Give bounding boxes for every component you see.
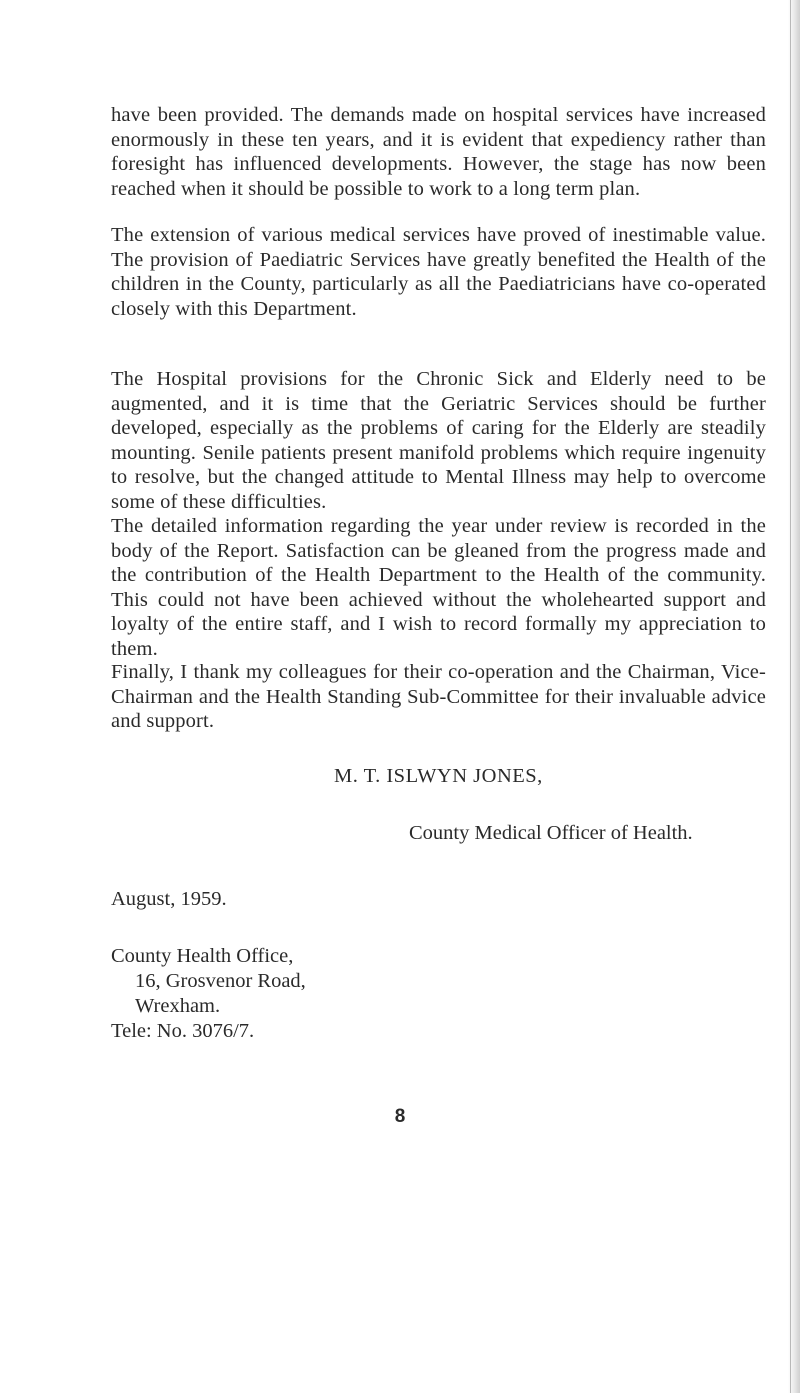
paragraph-detailed-information: The detailed information regarding the year under review is recorded in the body of the Report. Satisfaction can be gleaned from the progress made and the contribution of the Health Department to the Health of the community. This could not have been achieved without the wholehearted support and loyalty of the entire staff, and I wish to record formally my appreciation to them. [111, 515, 766, 660]
address-line-street: 16, Grosvenor Road, [135, 970, 306, 992]
page-number: 8 [394, 1106, 406, 1127]
address-line-office: County Health Office, [111, 945, 294, 967]
signatory-title: County Medical Officer of Health. [409, 822, 693, 844]
paragraph-medical-services: The extension of various medical services have proved of inestimable value. The provision of Paediatric Services have greatly benefited the Health of the children in the County, particularly as all the Paediatricians have co-operated closely with this Department. [111, 224, 766, 320]
address-line-town: Wrexham. [135, 995, 221, 1017]
page-edge-line [790, 0, 791, 1393]
report-date: August, 1959. [111, 888, 227, 910]
signature-name: M. T. ISLWYN JONES, [334, 765, 543, 787]
paragraph-chronic-sick-elderly: The Hospital provisions for the Chronic Sick and Elderly need to be augmented, and it is time that the Geriatric Services should be further developed, especially as the problems of caring for the Elderly are steadily mounting. Senile patients present manifold problems which require ingenuity to resolve, but the changed attitude to Mental Illness may help to overcome some of these difficulties. [111, 368, 766, 513]
office-address [111, 944, 306, 1044]
address-line-telephone: Tele: No. 3076/7. [111, 1020, 255, 1042]
paragraph-hospital-services: have been provided. The demands made on hospital services have increased enormously in these ten years, and it is evident that expediency rather than foresight has influenced developments. However, the stage has now been reached when it should be possible to work to a long term plan. [111, 104, 766, 200]
paragraph-acknowledgements: Finally, I thank my colleagues for their co-operation and the Chairman, Vice-Chairman and the Health Standing Sub-Committee for their invaluable advice and support. [111, 661, 766, 733]
